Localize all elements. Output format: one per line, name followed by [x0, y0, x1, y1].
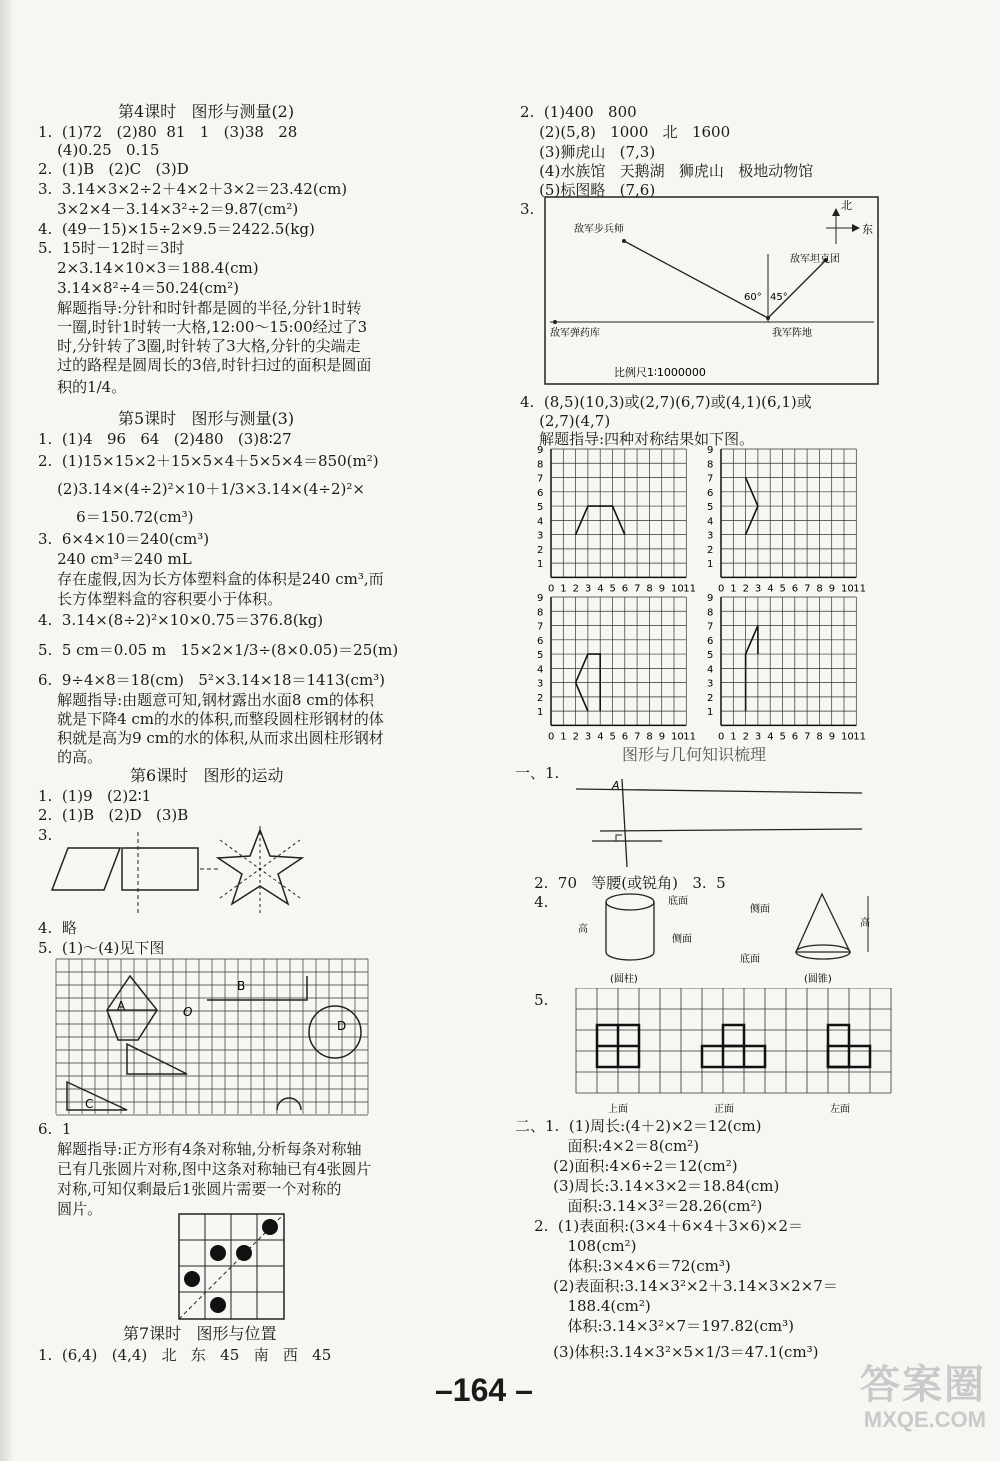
x-tick-label: 9	[658, 731, 666, 743]
answer-line: 1. (6,4) (4,4) 北 东 45 南 西 45	[38, 1346, 332, 1364]
label-d: D	[337, 1019, 347, 1033]
answer-line: 面积:3.14×3²＝28.26(cm²)	[515, 1197, 763, 1215]
x-tick-label: 6	[621, 583, 629, 595]
tank-line	[768, 260, 826, 318]
answer-line: 积的1/4。	[38, 378, 127, 396]
answer-line: 2. 70 等腰(或锐角) 3. 5	[515, 874, 726, 892]
x-tick-label: 0	[718, 731, 725, 743]
top-face-label: 底面	[668, 896, 688, 907]
x-tick-label: 7	[634, 731, 641, 743]
transform-shapes-figure	[50, 826, 360, 918]
answer-line: 2. (1)400 800	[520, 103, 637, 121]
answer-line: 圆片。	[38, 1200, 103, 1218]
page-number: –164 –	[435, 1372, 533, 1408]
x-tick-label: 7	[634, 583, 641, 595]
coord-grid-4	[707, 593, 866, 742]
x-tick-label: 2	[572, 583, 579, 595]
answer-line: 1. (1)4 96 64 (2)480 (3)8∶27	[38, 430, 292, 448]
north-arrow-icon	[832, 208, 840, 216]
coord-grid-1	[537, 445, 696, 594]
answer-line: 对称,可知仅剩最后1张圆片需要一个对称的	[38, 1180, 342, 1198]
infantry-label: 敌军步兵师	[574, 224, 624, 235]
y-tick-label: 1	[707, 559, 714, 571]
label-c: C	[85, 1097, 94, 1111]
x-tick-label: 0	[718, 583, 725, 595]
answer-line: (2)面积:4×6÷2＝12(cm²)	[515, 1157, 738, 1175]
map-point	[622, 239, 626, 243]
lesson7-title: 第7课时 图形与位置	[123, 1324, 277, 1343]
answer-line: (3)体积:3.14×3²×5×1/3＝47.1(cm³)	[515, 1343, 819, 1361]
north-label: 北	[841, 199, 852, 212]
x-tick-label: 5	[609, 583, 616, 595]
y-tick-label: 6	[537, 635, 544, 647]
answer-line: 2. (1)15×15×2＋15×5×4＋5×5×4＝850(m²)	[38, 452, 379, 470]
point-a-label: A	[612, 779, 620, 792]
east-arrow-icon	[852, 224, 860, 232]
answer-line: 5. (1)～(4)见下图	[38, 939, 165, 957]
answer-line: (2,7)(4,7)	[520, 412, 611, 430]
answer-line: 3×2×4－3.14×3²÷2＝9.87(cm²)	[38, 200, 299, 218]
motion-grid-figure	[55, 958, 380, 1116]
y-tick-label: 7	[537, 473, 544, 485]
label-o: O	[183, 1005, 193, 1019]
scale-label: 比例尺1∶1000000	[614, 366, 706, 379]
answer-line: (2)(5,8) 1000 北 1600	[520, 123, 731, 141]
triangle-shape	[127, 1044, 187, 1074]
y-tick-label: 9	[707, 445, 714, 456]
ammo-label: 敌军弹药库	[550, 328, 600, 339]
answer-line: 一圈,时针1时转一大格,12:00～15:00经过了3	[38, 318, 368, 336]
x-tick-label: 2	[742, 731, 749, 743]
x-tick-label: 11	[683, 583, 697, 595]
x-tick-label: 2	[742, 583, 749, 595]
watermark-logo: 答案圈	[860, 1363, 986, 1407]
answer-line: 3.	[38, 826, 53, 844]
page-edge-shadow	[0, 0, 14, 1461]
x-tick-label: 5	[779, 731, 786, 743]
label-b: B	[237, 979, 246, 993]
left-view-label: 左面	[830, 1104, 850, 1115]
y-tick-label: 1	[537, 559, 544, 571]
infantry-line	[624, 241, 768, 318]
answer-line: 4.	[515, 893, 549, 911]
answer-line: 4. 3.14×(8÷2)²×10×0.75＝376.8(kg)	[38, 611, 324, 629]
our-position-label: 我军阵地	[772, 328, 812, 339]
coin-dot	[262, 1219, 278, 1235]
y-tick-label: 9	[537, 593, 544, 604]
x-tick-label: 9	[828, 731, 836, 743]
x-tick-label: 9	[658, 583, 666, 595]
answer-line: 4. (49－15)×15÷2×9.5＝2422.5(kg)	[38, 220, 315, 238]
x-tick-label: 4	[597, 731, 604, 743]
y-tick-label: 1	[707, 707, 714, 719]
lesson4-title: 第4课时 图形与测量(2)	[118, 102, 295, 121]
answer-line: (5)标图略 (7,6)	[520, 181, 656, 199]
x-tick-label: 6	[791, 583, 799, 595]
map-point	[553, 320, 557, 324]
x-tick-label: 10	[671, 583, 684, 595]
y-tick-label: 5	[707, 650, 714, 662]
answer-line: 1. (1)72 (2)80 81 1 (3)38 28	[38, 123, 298, 141]
watermark-url: MXQE.COM	[863, 1407, 986, 1432]
answer-line: 面积:4×2＝8(cm²)	[515, 1137, 700, 1155]
x-tick-label: 4	[767, 731, 774, 743]
x-tick-label: 11	[853, 583, 867, 595]
answer-line: 188.4(cm²)	[515, 1297, 651, 1315]
x-tick-label: 8	[816, 583, 823, 595]
lesson5-title: 第5课时 图形与测量(3)	[118, 409, 295, 428]
y-tick-label: 7	[707, 473, 714, 485]
y-tick-label: 1	[537, 707, 544, 719]
rectangle	[122, 848, 198, 890]
x-tick-label: 8	[646, 583, 653, 595]
answer-line: 解题指导:分针和时针都是圆的半径,分针1时转	[38, 299, 362, 317]
cone-bottom-label: 底面	[740, 954, 760, 965]
cone-height-label: 高	[860, 918, 870, 929]
x-tick-label: 7	[804, 583, 811, 595]
y-tick-label: 6	[537, 487, 544, 499]
answer-line: 过的路程是圆周长的3倍,时针扫过的面积是圆面	[38, 356, 372, 374]
coin-dot	[184, 1271, 200, 1287]
y-tick-label: 8	[707, 459, 714, 471]
coin-dot	[210, 1245, 226, 1261]
answer-line: 体积:3×4×6＝72(cm³)	[515, 1257, 731, 1275]
x-tick-label: 11	[683, 731, 697, 743]
answer-line: 的高。	[38, 748, 103, 766]
y-tick-label: 7	[537, 621, 544, 633]
coin-symmetry-figure	[178, 1213, 288, 1323]
answer-line: (4)水族馆 天鹅湖 狮虎山 极地动物馆	[520, 162, 814, 180]
y-tick-label: 4	[537, 664, 544, 676]
cone-side-label: 侧面	[750, 904, 770, 915]
answer-line: 6. 1	[38, 1120, 72, 1138]
angle-45-label: 45°	[770, 292, 788, 303]
right-angle-mark	[616, 835, 622, 841]
answer-line: 6＝150.72(cm³)	[38, 508, 194, 526]
x-tick-label: 0	[548, 583, 555, 595]
top-view-label: 上面	[608, 1104, 628, 1115]
cone-label: (圆锥)	[804, 974, 832, 985]
x-tick-label: 6	[791, 731, 799, 743]
answer-line: (4)0.25 0.15	[38, 141, 160, 159]
y-tick-label: 9	[537, 445, 544, 456]
answer-line: 体积:3.14×3²×7＝197.82(cm³)	[515, 1317, 794, 1335]
answer-line: 6. 9÷4×8＝18(cm) 5²×3.14×18＝1413(cm³)	[38, 671, 386, 689]
tank-label: 敌军坦克团	[790, 254, 840, 265]
y-tick-label: 3	[537, 530, 544, 542]
answer-line: 已有几张圆片对称,图中这条对称轴已有4张圆片	[38, 1160, 372, 1178]
answer-line: 240 cm³＝240 mL	[38, 550, 192, 568]
x-tick-label: 3	[584, 731, 592, 743]
x-tick-label: 5	[609, 731, 616, 743]
answer-line: 存在虚假,因为长方体塑料盒的体积是240 cm³,而	[38, 570, 384, 588]
watermark	[860, 1363, 986, 1433]
side-face-label: 侧面	[672, 934, 692, 945]
x-tick-label: 3	[584, 583, 592, 595]
semicircle-shape	[277, 1098, 301, 1110]
x-tick-label: 6	[621, 731, 629, 743]
y-tick-label: 9	[707, 593, 714, 604]
y-tick-label: 5	[707, 502, 714, 514]
x-tick-label: 10	[841, 583, 854, 595]
y-tick-label: 4	[707, 516, 714, 528]
answer-line: 1. (1)9 (2)2∶1	[38, 787, 152, 805]
x-tick-label: 4	[597, 583, 604, 595]
answer-line: 5.	[515, 991, 549, 1009]
y-tick-label: 8	[537, 459, 544, 471]
cylinder-bottom	[606, 952, 654, 960]
x-tick-label: 7	[804, 731, 811, 743]
x-tick-label: 5	[779, 583, 786, 595]
y-tick-label: 5	[537, 650, 544, 662]
answer-line: 108(cm²)	[515, 1237, 637, 1255]
three-views-figure	[572, 988, 902, 1116]
answer-line: 二、1. (1)周长:(4＋2)×2＝12(cm)	[515, 1117, 762, 1135]
coord-grid-2	[707, 445, 866, 594]
x-tick-label: 8	[646, 731, 653, 743]
parallelogram	[52, 848, 120, 890]
x-tick-label: 11	[853, 731, 867, 743]
y-tick-label: 8	[537, 607, 544, 619]
cone-shape	[796, 894, 850, 952]
symmetry-grids-figure	[533, 445, 903, 745]
y-tick-label: 3	[707, 530, 714, 542]
shape-b	[207, 976, 307, 1000]
east-label: 东	[862, 223, 873, 236]
y-tick-label: 3	[707, 678, 714, 690]
answer-line: (2)3.14×(4÷2)²×10＋1/3×3.14×(4÷2)²×	[38, 480, 365, 498]
answer-line: 长方体塑料盒的容积要小于体积。	[38, 590, 283, 608]
label-a: A	[117, 999, 126, 1013]
x-tick-label: 1	[730, 731, 737, 743]
answer-line: 2×3.14×10×3＝188.4(cm)	[38, 259, 259, 277]
x-tick-label: 1	[560, 583, 567, 595]
y-tick-label: 2	[707, 692, 714, 704]
angle-60-label: 60°	[744, 292, 762, 303]
x-tick-label: 1	[560, 731, 567, 743]
y-tick-label: 4	[707, 664, 714, 676]
height-label: 高	[578, 924, 588, 935]
answer-line: 积就是高为9 cm的水的体积,从而求出圆柱形钢材	[38, 729, 384, 747]
answer-line: 解题指导:四种对称结果如下图。	[520, 430, 755, 448]
x-tick-label: 3	[754, 583, 762, 595]
front-view-top	[723, 1025, 744, 1046]
shape-c	[67, 1082, 127, 1110]
parallel-lines-figure	[572, 775, 872, 875]
answer-line: 解题指导:由题意可知,钢材露出水面8 cm的体积	[38, 691, 374, 709]
views-grid-lines	[576, 988, 891, 1093]
x-tick-label: 4	[767, 583, 774, 595]
front-view-label: 正面	[714, 1104, 734, 1115]
y-tick-label: 3	[537, 678, 544, 690]
section-title: 图形与几何知识梳理	[622, 745, 767, 764]
answer-line: 3. 6×4×10＝240(cm³)	[38, 530, 210, 548]
y-tick-label: 2	[537, 544, 544, 556]
y-tick-label: 2	[707, 544, 714, 556]
answer-line: 解题指导:正方形有4条对称轴,分析每条对称轴	[38, 1140, 362, 1158]
coord-grid-3	[537, 593, 696, 742]
answer-line: (2)表面积:3.14×3²×2＋3.14×3×2×7＝	[515, 1277, 838, 1295]
y-tick-label: 2	[537, 692, 544, 704]
answer-line: 就是下降4 cm的水的体积,而整段圆柱形钢材的体	[38, 710, 384, 728]
y-tick-label: 5	[537, 502, 544, 514]
answer-line: 5. 5 cm＝0.05 m 15×2×1/3÷(8×0.05)＝25(m)	[38, 641, 399, 659]
y-tick-label: 6	[707, 635, 714, 647]
answer-line: 2. (1)B (2)C (3)D	[38, 160, 189, 178]
battle-map-figure	[544, 196, 880, 386]
coin-dot	[210, 1297, 226, 1313]
x-tick-label: 8	[816, 731, 823, 743]
shape-a	[107, 976, 157, 1040]
grid-lines	[56, 959, 368, 1115]
x-tick-label: 1	[730, 583, 737, 595]
answer-line: 4. (8,5)(10,3)或(2,7)(6,7)或(4,1)(6,1)或	[520, 393, 812, 411]
y-tick-label: 4	[537, 516, 544, 528]
cylinder-label: (圆柱)	[610, 974, 638, 985]
front-view	[702, 1046, 765, 1067]
answer-line: 5. 15时－12时＝3时	[38, 239, 185, 257]
y-tick-label: 8	[707, 607, 714, 619]
x-tick-label: 2	[572, 731, 579, 743]
map-point	[766, 316, 770, 320]
answer-line: 4. 略	[38, 919, 77, 937]
cylinder-top	[606, 894, 654, 910]
y-tick-label: 6	[707, 487, 714, 499]
answer-line: (3)狮虎山 (7,3)	[520, 143, 656, 161]
y-tick-label: 7	[707, 621, 714, 633]
lesson6-title: 第6课时 图形的运动	[130, 766, 284, 785]
answer-line: 时,分针转了3圈,时针转了3大格,分针的尖端走	[38, 337, 361, 355]
x-tick-label: 0	[548, 731, 555, 743]
answer-line: 3. 3.14×3×2÷2＋4×2＋3×2＝23.42(cm)	[38, 180, 348, 198]
answer-line: 2. (1)表面积:(3×4＋6×4＋3×6)×2＝	[515, 1217, 804, 1235]
answer-line: 3.	[520, 200, 535, 218]
perpendicular	[622, 779, 627, 867]
x-tick-label: 9	[828, 583, 836, 595]
coin-dot	[236, 1245, 252, 1261]
answer-line: 3.14×8²÷4＝50.24(cm²)	[38, 279, 239, 297]
answer-line: 一、1.	[515, 764, 560, 782]
x-tick-label: 10	[671, 731, 684, 743]
x-tick-label: 3	[754, 731, 762, 743]
answer-line: (3)周长:3.14×3×2＝18.84(cm)	[515, 1177, 780, 1195]
x-tick-label: 10	[841, 731, 854, 743]
solids-figure	[572, 890, 892, 990]
answer-line: 2. (1)B (2)D (3)B	[38, 806, 189, 824]
line-middle	[600, 829, 862, 831]
